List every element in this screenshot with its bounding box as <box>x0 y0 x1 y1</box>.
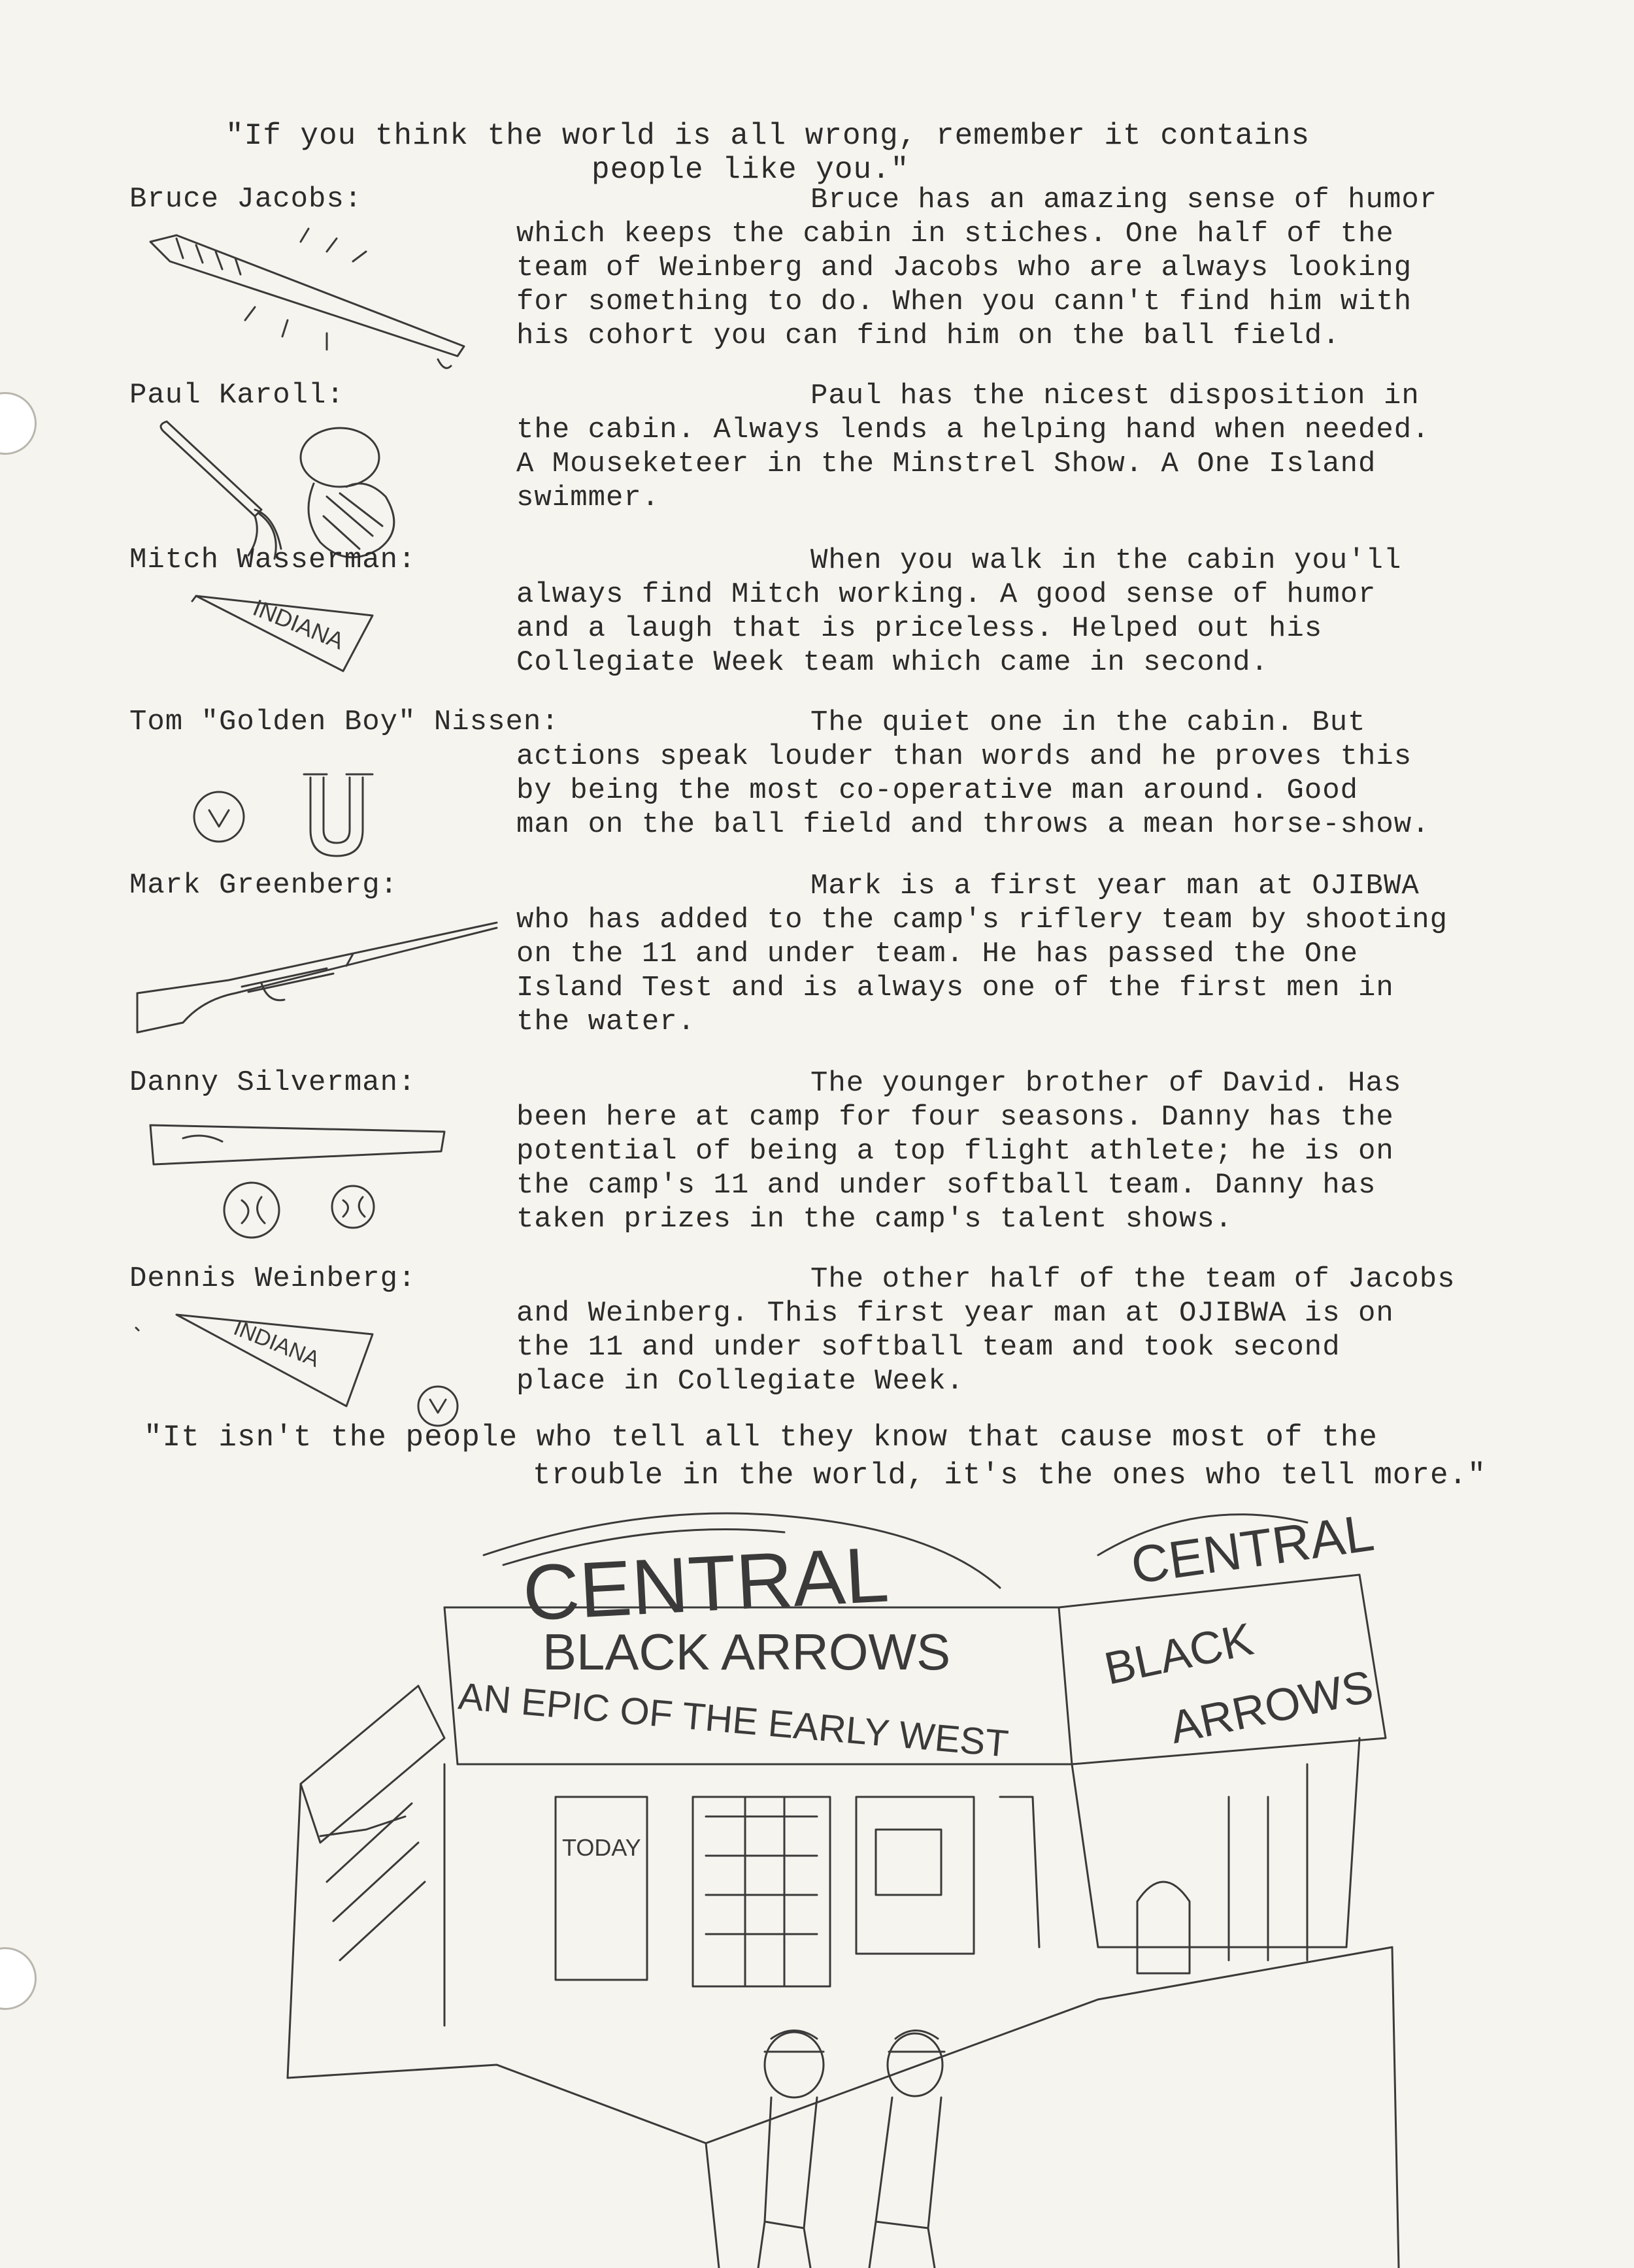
punch-hole <box>0 392 37 455</box>
camper-description <box>516 706 1536 842</box>
description-line: taken prizes in the camp's talent shows. <box>516 1203 1233 1236</box>
baseball-bat-icon <box>137 222 477 379</box>
description-line: Collegiate Week team which came in second. <box>516 646 1269 679</box>
description-line: for something to do. When you cann't find him with <box>516 286 1412 318</box>
description-line: the 11 and under softball team and took second <box>516 1331 1341 1364</box>
sign-side: CENTRAL <box>1127 1503 1378 1595</box>
camper-description <box>516 379 1536 515</box>
description-line: team of Weinberg and Jacobs who are always looking <box>516 252 1412 284</box>
description-line: been here at camp for four seasons. Danny has the <box>516 1101 1394 1134</box>
description-line: Bruce has an amazing sense of humor <box>810 184 1438 216</box>
pennant-label: INDIANA <box>230 1315 324 1372</box>
description-line: his cohort you can find him on the ball field. <box>516 320 1341 352</box>
camper-name: Tom "Golden Boy" Nissen: <box>129 706 559 738</box>
description-line: The younger brother of David. Has <box>810 1067 1402 1100</box>
description-line: potential of being a top flight athlete; he is on <box>516 1135 1394 1168</box>
description-line: A Mouseketeer in the Minstrel Show. A One Island <box>516 448 1376 480</box>
camper-description <box>516 544 1536 680</box>
bat-and-balls-icon <box>144 1112 458 1249</box>
description-line: place in Collegiate Week. <box>516 1365 965 1398</box>
description-line: Paul has the nicest disposition in <box>810 380 1420 412</box>
theater-cartoon <box>248 1490 1438 2268</box>
description-line: man on the ball field and throws a mean horse-show. <box>516 808 1430 841</box>
horseshoe-icon <box>186 764 422 863</box>
description-line: When you walk in the cabin you'll <box>810 544 1402 577</box>
camper-name: Mark Greenberg: <box>129 869 399 902</box>
description-line: always find Mitch working. A good sense of humor <box>516 578 1376 611</box>
punch-hole <box>0 1947 37 2010</box>
camper-name: Danny Silverman: <box>129 1066 416 1099</box>
camper-description <box>516 183 1536 353</box>
side-marquee-line-2: ARROWS <box>1165 1660 1378 1753</box>
description-line: The other half of the team of Jacobs <box>810 1263 1456 1296</box>
bottom-quote-line-2: trouble in the world, it's the ones who tell more." <box>533 1458 1486 1492</box>
description-line: which keeps the cabin in stiches. One half of the <box>516 218 1394 250</box>
description-line: The quiet one in the cabin. But <box>810 706 1366 739</box>
sign-main: CENTRAL <box>520 1530 891 1637</box>
marquee-subtitle: AN EPIC OF THE EARLY WEST <box>456 1675 1010 1766</box>
top-quote-line-2: people like you." <box>592 153 910 187</box>
description-line: actions speak louder than words and he proves this <box>516 740 1412 773</box>
rifle-icon <box>131 915 510 1045</box>
description-line: swimmer. <box>516 482 660 514</box>
camper-description <box>516 1262 1536 1398</box>
description-line: the cabin. Always lends a helping hand when needed. <box>516 414 1430 446</box>
marquee-title: BLACK ARROWS <box>542 1623 951 1681</box>
description-line: on the 11 and under team. He has passed the One <box>516 938 1359 970</box>
camper-description <box>516 1066 1536 1236</box>
side-marquee-line-1: BLACK <box>1100 1613 1258 1694</box>
description-line: Island Test and is always one of the first men in <box>516 972 1394 1004</box>
description-line: the camp's 11 and under softball team. Danny has <box>516 1169 1376 1202</box>
description-line: and Weinberg. This first year man at OJIBWA is on <box>516 1297 1394 1330</box>
poster-text: TODAY <box>562 1834 641 1861</box>
camper-name: Dennis Weinberg: <box>129 1262 416 1295</box>
pennant-icon <box>131 1302 471 1432</box>
description-line: and a laugh that is priceless. Helped out his <box>516 612 1323 645</box>
description-line: by being the most co-operative man around. Good <box>516 774 1359 807</box>
camper-description <box>516 869 1536 1039</box>
top-quote-line-1: "If you think the world is all wrong, remember it contains <box>225 119 1310 153</box>
pennant-label: INDIANA <box>249 593 348 655</box>
description-line: Mark is a first year man at OJIBWA <box>810 870 1420 902</box>
description-line: the water. <box>516 1006 696 1038</box>
camper-name: Mitch Wasserman: <box>129 544 416 576</box>
camper-name: Paul Karoll: <box>129 379 344 412</box>
bottom-quote-line-1: "It isn't the people who tell all they know that cause most of the <box>144 1421 1378 1454</box>
camper-name: Bruce Jacobs: <box>129 183 363 216</box>
description-line: who has added to the camp's riflery team by shooting <box>516 904 1448 936</box>
pennant-icon <box>190 583 386 687</box>
